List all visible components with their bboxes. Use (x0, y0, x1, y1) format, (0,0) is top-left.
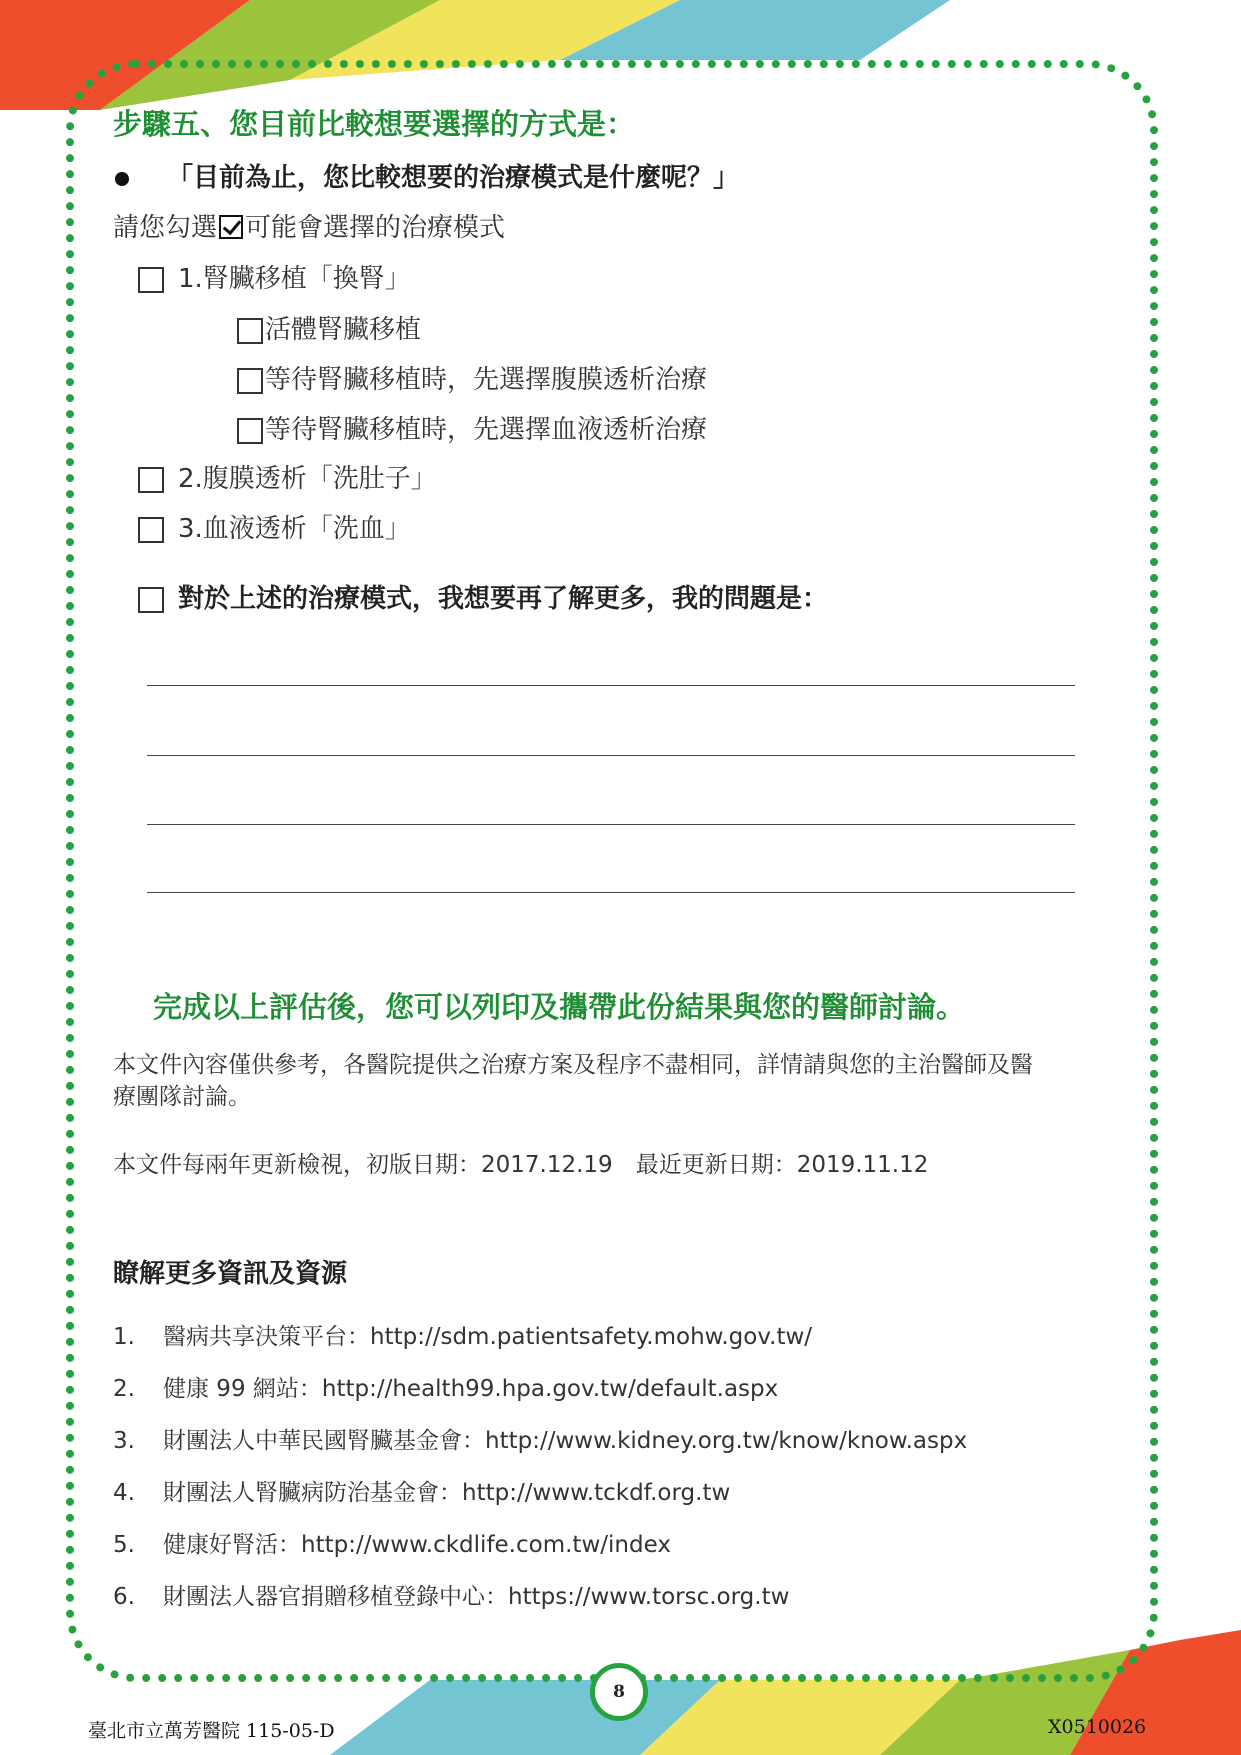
sub-option-2-checkbox[interactable] (237, 368, 263, 394)
page-number-badge: 8 (590, 1663, 648, 1721)
option-2-checkbox[interactable] (138, 467, 164, 493)
update-info: 本文件每兩年更新檢視，初版日期：2017.12.19 最近更新日期：2019.11.12 (113, 1152, 929, 1178)
resource-link[interactable]: 財團法人中華民國腎臟基金會：http://www.kidney.org.tw/know/know.aspx (163, 1428, 968, 1454)
answer-line-1[interactable] (147, 685, 1075, 686)
checked-box-icon (219, 215, 243, 239)
sub-option-1-label: 活體腎臟移植 (265, 315, 422, 345)
instruction-line (113, 207, 505, 244)
resource-link[interactable]: 醫病共享決策平台：http://sdm.patientsafety.mohw.gov.tw/ (163, 1324, 813, 1350)
sub-option-3-checkbox[interactable] (237, 418, 263, 444)
answer-line-3[interactable] (147, 824, 1075, 825)
question-text: 「目前為止，您比較想要的治療模式是什麼呢？」 (167, 163, 740, 193)
resource-item[interactable] (113, 1578, 789, 1611)
more-question-label: 對於上述的治療模式，我想要再了解更多，我的問題是： (178, 584, 829, 614)
instruction-after: 可能會選擇的治療模式 (245, 213, 506, 243)
instruction-before: 請您勾選 (113, 213, 218, 243)
resource-num: 1. (113, 1324, 135, 1350)
resources-title: 瞭解更多資訊及資源 (113, 1259, 348, 1289)
resource-num: 4. (113, 1480, 135, 1506)
footer-right: X0510026 (1048, 1716, 1147, 1738)
option-1-label: 1.腎臟移植「換腎」 (178, 264, 411, 294)
more-question-line[interactable] (138, 578, 828, 615)
resource-item[interactable] (113, 1370, 778, 1403)
question-line (115, 157, 739, 194)
option-kidney-transplant[interactable] (138, 258, 411, 295)
sub-option-living-donor[interactable] (237, 309, 421, 346)
option-peritoneal-dialysis[interactable] (138, 458, 437, 495)
resource-item[interactable] (113, 1318, 812, 1351)
sub-option-wait-peritoneal[interactable] (237, 359, 707, 396)
option-3-checkbox[interactable] (138, 517, 164, 543)
resource-item[interactable] (113, 1474, 730, 1507)
resource-item[interactable] (113, 1422, 967, 1455)
disclaimer-line-1: 本文件內容僅供參考，各醫院提供之治療方案及程序不盡相同，詳情請與您的主治醫師及醫 (113, 1052, 1033, 1078)
sub-option-2-label: 等待腎臟移植時，先選擇腹膜透析治療 (265, 365, 708, 395)
resource-num: 3. (113, 1428, 135, 1454)
answer-line-4[interactable] (147, 892, 1075, 893)
disclaimer-line-2: 療團隊討論。 (113, 1084, 251, 1110)
sub-option-3-label: 等待腎臟移植時，先選擇血液透析治療 (265, 415, 708, 445)
completion-note: 完成以上評估後，您可以列印及攜帶此份結果與您的醫師討論。 (153, 990, 966, 1024)
option-hemodialysis[interactable] (138, 508, 411, 545)
option-1-checkbox[interactable] (138, 267, 164, 293)
option-3-label: 3.血液透析「洗血」 (178, 514, 411, 544)
sub-option-wait-hemodialysis[interactable] (237, 409, 707, 446)
resource-num: 5. (113, 1532, 135, 1558)
resource-link[interactable]: 財團法人器官捐贈移植登錄中心：https://www.torsc.org.tw (163, 1584, 790, 1610)
section-title: 步驟五、您目前比較想要選擇的方式是： (113, 107, 636, 141)
more-question-checkbox[interactable] (138, 587, 164, 613)
resource-num: 6. (113, 1584, 135, 1610)
resource-num: 2. (113, 1376, 135, 1402)
footer-left: 臺北市立萬芳醫院 115-05-D (88, 1720, 335, 1742)
answer-line-2[interactable] (147, 755, 1075, 756)
resource-link[interactable]: 財團法人腎臟病防治基金會：http://www.tckdf.org.tw (163, 1480, 731, 1506)
resource-link[interactable]: 健康 99 網站：http://health99.hpa.gov.tw/default.aspx (163, 1376, 779, 1402)
resource-link[interactable]: 健康好腎活：http://www.ckdlife.com.tw/index (163, 1532, 671, 1558)
sub-option-1-checkbox[interactable] (237, 318, 263, 344)
resource-item[interactable] (113, 1526, 671, 1559)
option-2-label: 2.腹膜透析「洗肚子」 (178, 464, 437, 494)
bullet-icon (115, 172, 129, 186)
